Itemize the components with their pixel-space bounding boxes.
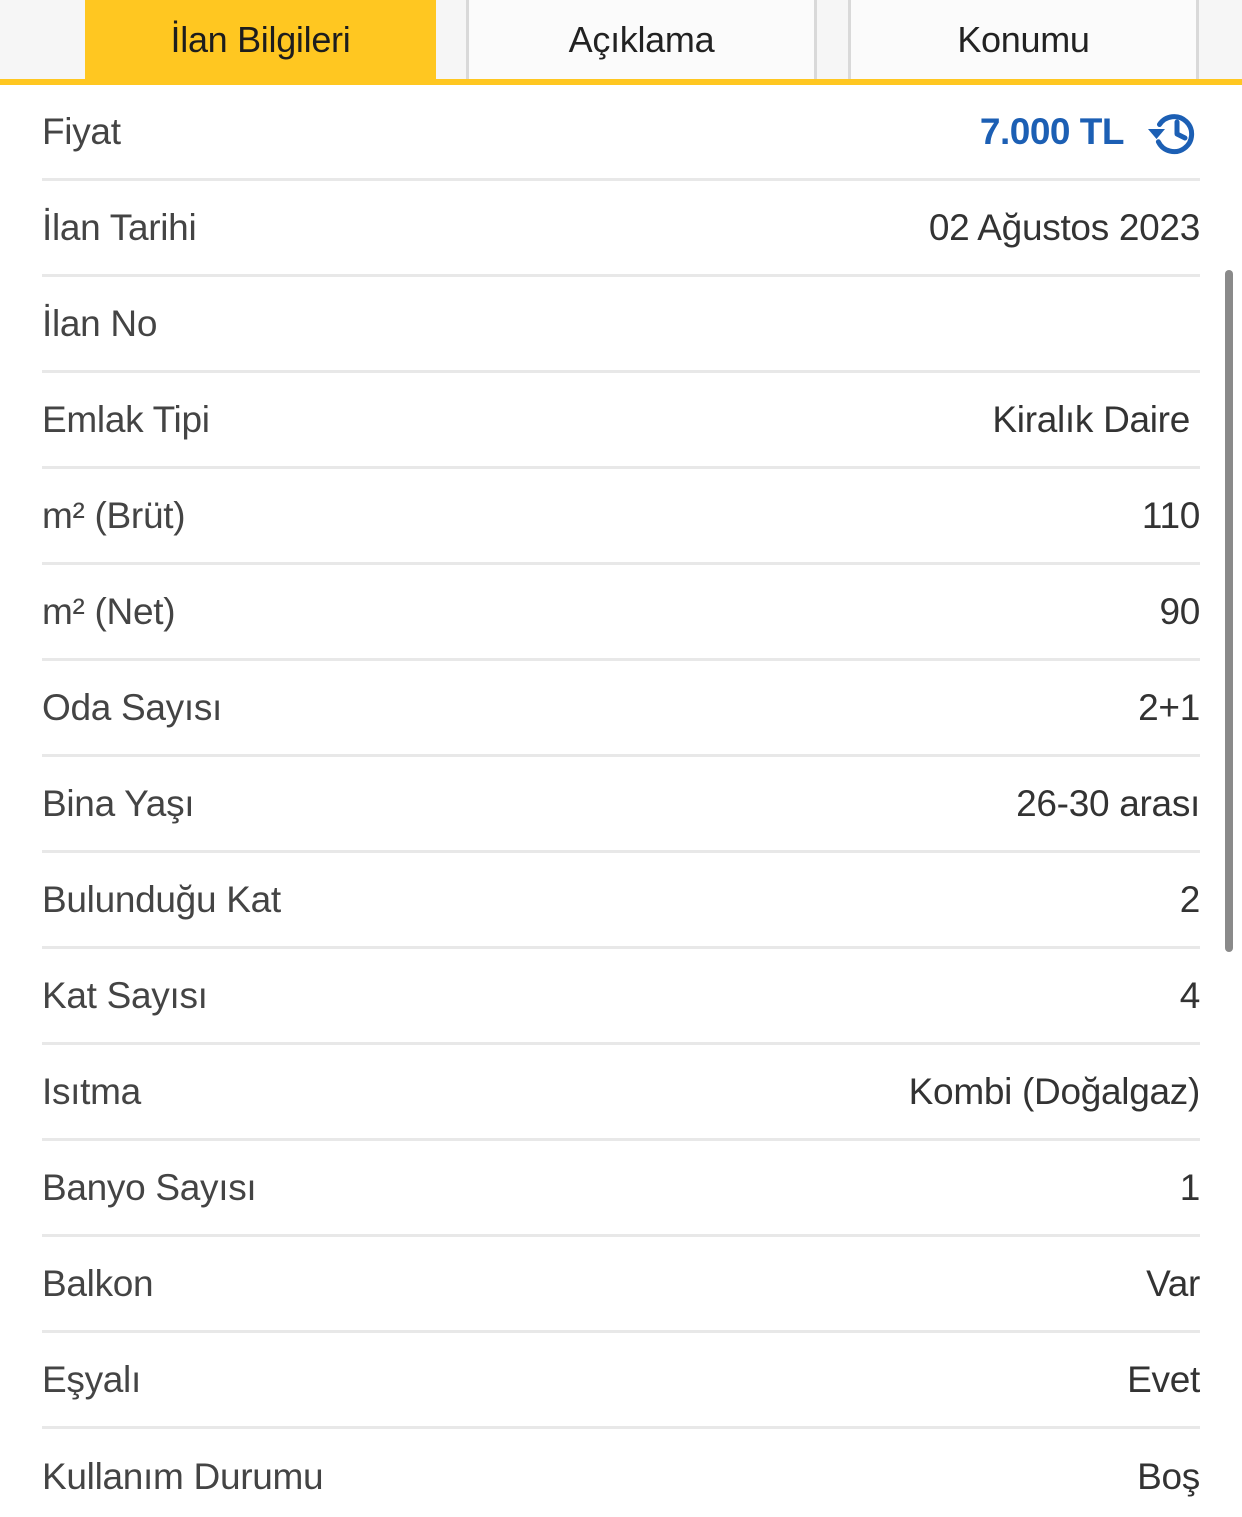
price-group: [980, 105, 1200, 159]
detail-row-kullanim-durumu: [42, 1429, 1200, 1517]
row-value: 2+1: [1138, 686, 1200, 728]
detail-row-banyo-sayisi: [42, 1141, 1200, 1237]
row-value: 4: [1179, 974, 1200, 1016]
row-label: Kullanım Durumu: [42, 1456, 324, 1497]
row-value: 110: [1141, 494, 1200, 536]
detail-row-bina-yasi: [42, 757, 1200, 853]
detail-row-emlak-tipi: [42, 373, 1200, 469]
row-label: Balkon: [42, 1262, 154, 1304]
detail-row-balkon: [42, 1237, 1200, 1333]
tab-aciklama[interactable]: Açıklama: [466, 0, 817, 79]
row-value: Var: [1146, 1262, 1200, 1304]
price-history-icon[interactable]: [1146, 105, 1200, 159]
detail-row-m2-net: [42, 565, 1200, 661]
row-label: Isıtma: [42, 1070, 141, 1112]
row-value: Kombi (Doğalgaz): [908, 1070, 1200, 1112]
row-value: Kiralık Daire: [992, 398, 1190, 440]
row-label: Banyo Sayısı: [42, 1166, 257, 1208]
tab-bar: [0, 0, 1242, 85]
detail-row-ilan-no: [42, 277, 1200, 373]
row-value: 90: [1159, 590, 1200, 632]
price-value: 7.000 TL: [979, 110, 1124, 152]
row-label: Bina Yaşı: [42, 782, 195, 824]
tab-ilan-bilgileri[interactable]: İlan Bilgileri: [85, 0, 436, 79]
row-label: m² (Brüt): [42, 494, 186, 536]
detail-row-bulundugu-kat: [42, 853, 1200, 949]
detail-row-oda-sayisi: [42, 661, 1200, 757]
row-label: Eşyalı: [42, 1358, 141, 1400]
detail-row-ilan-tarihi: [42, 181, 1200, 277]
detail-row-isitma: [42, 1045, 1200, 1141]
listing-details-list: [42, 85, 1200, 1517]
row-value: 1: [1179, 1166, 1200, 1208]
detail-row-kat-sayisi: [42, 949, 1200, 1045]
row-label: Oda Sayısı: [42, 686, 223, 728]
scrollbar[interactable]: [1225, 270, 1233, 952]
row-value: Evet: [1127, 1358, 1200, 1400]
price-row: [42, 85, 1200, 181]
row-value: 02 Ağustos 2023: [928, 206, 1200, 248]
detail-row-esyali: [42, 1333, 1200, 1429]
row-label: Bulunduğu Kat: [42, 878, 281, 920]
tab-konumu[interactable]: Konumu: [848, 0, 1199, 79]
row-label: Kat Sayısı: [42, 974, 208, 1016]
row-label: Emlak Tipi: [42, 398, 210, 440]
row-value: 2: [1179, 878, 1200, 920]
row-label: İlan Tarihi: [42, 206, 197, 248]
row-value: Boş: [1137, 1456, 1200, 1497]
row-label: m² (Net): [42, 590, 176, 632]
row-value: 26-30 arası: [1016, 782, 1200, 824]
row-label: İlan No: [42, 302, 158, 344]
detail-row-m2-brut: [42, 469, 1200, 565]
row-label: Fiyat: [42, 110, 121, 152]
